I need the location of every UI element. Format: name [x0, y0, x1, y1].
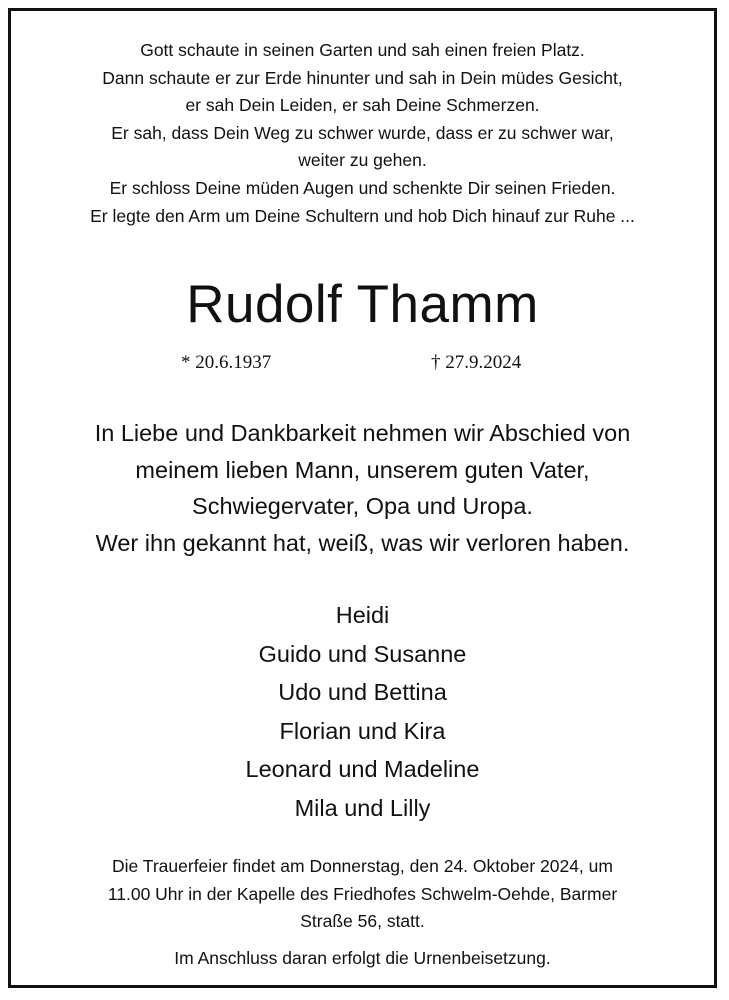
funeral-line: 11.00 Uhr in der Kapelle des Friedhofes Schwelm-Oehde, Barmer [107, 883, 618, 904]
farewell-line: Schwiegervater, Opa und Uropa. [192, 493, 533, 519]
poem-line: Er schloss Deine müden Augen und schenkte Dir seinen Frieden. [109, 177, 616, 198]
farewell-line: Wer ihn gekannt hat, weiß, was wir verloren haben. [95, 529, 630, 556]
mourner-name: Udo und Bettina [278, 679, 447, 705]
deceased-name: Rudolf Thamm [186, 275, 539, 334]
obituary-frame [8, 8, 717, 988]
mourner-name: Guido und Susanne [258, 640, 467, 667]
funeral-info [11, 853, 714, 936]
mourner-name: Leonard und Madeline [245, 756, 480, 782]
farewell-line: In Liebe und Dankbarkeit nehmen wir Abschied von [94, 420, 631, 446]
funeral-line: Die Trauerfeier findet am Donnerstag, den 24. Oktober 2024, um [112, 856, 613, 876]
poem-line: weiter zu gehen. [298, 150, 427, 171]
mourner-name: Florian und Kira [279, 717, 446, 744]
mourner-name: Mila und Lilly [294, 794, 431, 821]
death-date: † 27.9.2024 [431, 352, 522, 373]
birth-date: * 20.6.1937 [181, 352, 272, 373]
mourners-list [11, 596, 714, 827]
poem-line: Er legte den Arm um Deine Schultern und hob Dich hinauf zur Ruhe ... [90, 205, 635, 226]
poem [11, 37, 714, 230]
funeral-line: Straße 56, statt. [300, 911, 425, 932]
poem-line: Er sah, dass Dein Weg zu schwer wurde, dass er zu schwer war, [111, 122, 614, 143]
poem-line: Dann schaute er zur Erde hinunter und sah in Dein müdes Gesicht, [102, 67, 623, 88]
farewell-line: meinem lieben Mann, unserem guten Vater, [135, 456, 590, 483]
poem-line: Gott schaute in seinen Garten und sah einen freien Platz. [140, 40, 585, 60]
mourner-name: Heidi [335, 602, 390, 628]
urn-burial-note: Im Anschluss daran erfolgt die Urnenbeisetzung. [174, 948, 551, 968]
farewell-text [11, 415, 714, 561]
poem-line: er sah Dein Leiden, er sah Deine Schmerzen. [185, 95, 540, 116]
